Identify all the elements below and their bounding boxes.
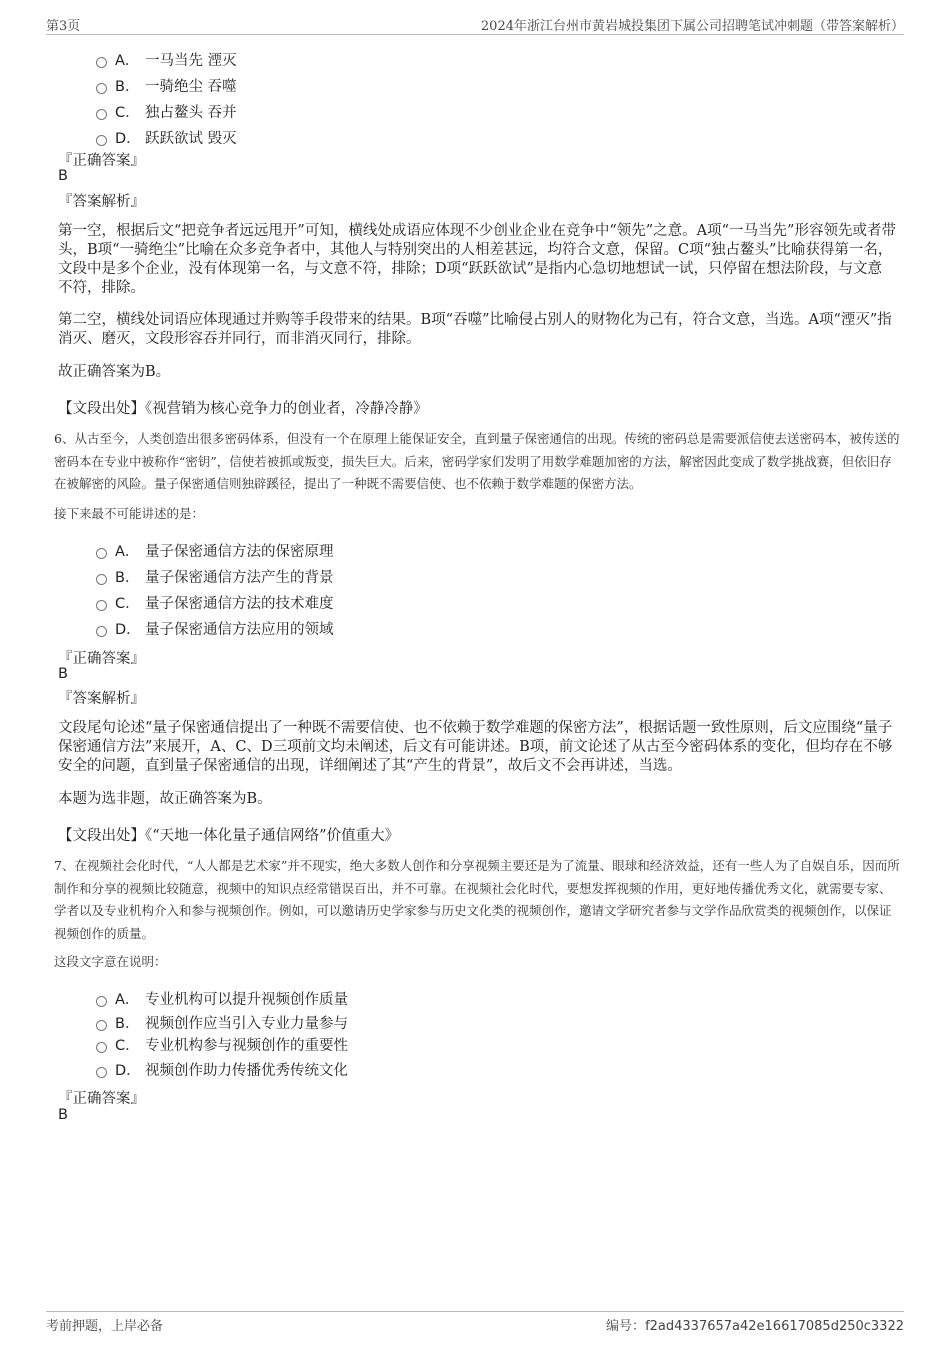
q5-conclusion: 故正确答案为B。 (58, 364, 171, 380)
radio-icon[interactable] (96, 600, 107, 611)
q7-answer: B (58, 1107, 68, 1123)
q6-option-a[interactable]: A． 量子保密通信方法的保密原理 (96, 537, 334, 563)
radio-icon[interactable] (96, 1020, 107, 1031)
page-number: 第3页 (46, 19, 81, 34)
q6-answer-label: 『正确答案』 (58, 651, 145, 667)
q6-options (96, 537, 334, 641)
q7-option-a[interactable]: A． 专业机构可以提升视频创作质量 (96, 985, 348, 1011)
radio-icon[interactable] (96, 1042, 107, 1053)
q5-answer: B (58, 168, 68, 184)
radio-icon[interactable] (96, 548, 107, 559)
q5-answer-label: 『正确答案』 (58, 153, 145, 169)
footer-code-block (606, 1315, 904, 1334)
radio-icon[interactable] (96, 996, 107, 1007)
q5-option-a[interactable]: A． 一马当先 湮灭 (96, 46, 237, 72)
radio-icon[interactable] (96, 1067, 107, 1078)
q5-options (96, 46, 237, 150)
q6-source: 【文段出处】《“天地一体化量子通信网络”价值重大》 (58, 828, 400, 844)
footer-code-label: 编号： (606, 1319, 646, 1334)
q7-options (96, 985, 348, 1083)
footer-code: f2ad4337657a42e16617085d250c3322 (645, 1319, 904, 1334)
q6-option-c[interactable]: C． 量子保密通信方法的技术难度 (96, 589, 334, 615)
q6-answer: B (58, 666, 68, 682)
document-title: 2024年浙江台州市黄岩城投集团下属公司招聘笔试冲刺题（带答案解析） (480, 19, 904, 34)
q5-option-c[interactable]: C． 独占鳌头 吞并 (96, 98, 237, 124)
radio-icon[interactable] (96, 574, 107, 585)
q5-source: 【文段出处】《视营销为核心竞争力的创业者，冷静冷静》 (58, 401, 428, 417)
q6-question: 接下来最不可能讲述的是： (54, 506, 205, 521)
q5-analysis-p1: 第一空，根据后文“把竞争者远远甩开”可知，横线处成语应体现不少创业企业在竞争中“领先”之意。A项“一马当先”形容领先或者带头，B项“一骑绝尘”比喻在众多竞争者中，其他人与特别突出的人相差甚远，均符合文意，保留。C项“独占鳌头”比喻获得第一名，文段中是多个企业，没有体现第一名，与文意不符，排除；D项“跃跃欲试”是指内心急切地想试一试，只停留在想法阶段，与文意不符，排除。 (58, 223, 896, 296)
q6-option-d[interactable]: D． 量子保密通信方法应用的领域 (96, 615, 334, 641)
radio-icon[interactable] (96, 57, 107, 68)
q5-analysis-label: 『答案解析』 (58, 194, 145, 210)
q6-stem: 6、从古至今，人类创造出很多密码体系，但没有一个在原理上能保证安全，直到量子保密通信的出现。传统的密码总是需要派信使去送密码本，被传送的密码本在专业中被称作“密钥”，信使若被抓或叛变，损失巨大。后来，密码学家们发明了用数学难题加密的方法，解密因此变成了数学挑战赛，但依旧存在被解密的风险。量子保密通信则独辟蹊径，提出了一种既不需要信使、也不依赖于数学难题的保密方法。 (54, 431, 900, 491)
q7-option-c[interactable]: C． 专业机构参与视频创作的重要性 (96, 1033, 348, 1055)
q7-stem: 7、在视频社会化时代，“人人都是艺术家”并不现实，绝大多数人创作和分享视频主要还是为了流量、眼球和经济效益，还有一些人为了自娱自乐，因而所制作和分享的视频比较随意，视频中的知识点经常错误百出，并不可靠。在视频社会化时代，要想发挥视频的作用，更好地传播优秀文化，就需要专家、学者以及专业机构介入和参与视频创作。例如，可以邀请历史学家参与历史文化类的视频创作，邀请文学研究者参与文学作品欣赏类的视频创作，以保证视频创作的质量。 (54, 858, 900, 941)
radio-icon[interactable] (96, 83, 107, 94)
page-footer (46, 1311, 904, 1336)
page-header (46, 14, 904, 35)
radio-icon[interactable] (96, 109, 107, 120)
radio-icon[interactable] (96, 135, 107, 146)
q6-conclusion: 本题为选非题，故正确答案为B。 (58, 791, 272, 807)
q6-option-b[interactable]: B． 量子保密通信方法产生的背景 (96, 563, 334, 589)
q6-analysis-label: 『答案解析』 (58, 691, 145, 707)
footer-slogan: 考前押题，上岸必备 (46, 1319, 164, 1334)
q7-answer-label: 『正确答案』 (58, 1091, 145, 1107)
radio-icon[interactable] (96, 626, 107, 637)
q7-question: 这段文字意在说明： (54, 954, 167, 969)
q6-analysis-p1: 文段尾句论述“量子保密通信提出了一种既不需要信使、也不依赖于数学难题的保密方法”，根据话题一致性原则，后文应围绕“量子保密通信方法”来展开，A、C、D三项前文均未阐述，后文有可能讲述。B项，前文论述了从古至今密码体系的变化，但均存在不够安全的问题，直到量子保密通信的出现，详细阐述了其“产生的背景”，故后文不会再讲述，当选。 (58, 720, 893, 774)
q5-option-b[interactable]: B． 一骑绝尘 吞噬 (96, 72, 237, 98)
q7-option-d[interactable]: D． 视频创作助力传播优秀传统文化 (96, 1055, 348, 1083)
q5-analysis-p2: 第二空，横线处词语应体现通过并购等手段带来的结果。B项“吞噬”比喻侵占别人的财物化为己有，符合文意，当选。A项“湮灭”指消灭、磨灭，文段形容吞并同行，而非消灭同行，排除。 (58, 312, 892, 347)
q5-option-d[interactable]: D． 跃跃欲试 毁灭 (96, 124, 237, 150)
q7-option-b[interactable]: B． 视频创作应当引入专业力量参与 (96, 1011, 348, 1033)
